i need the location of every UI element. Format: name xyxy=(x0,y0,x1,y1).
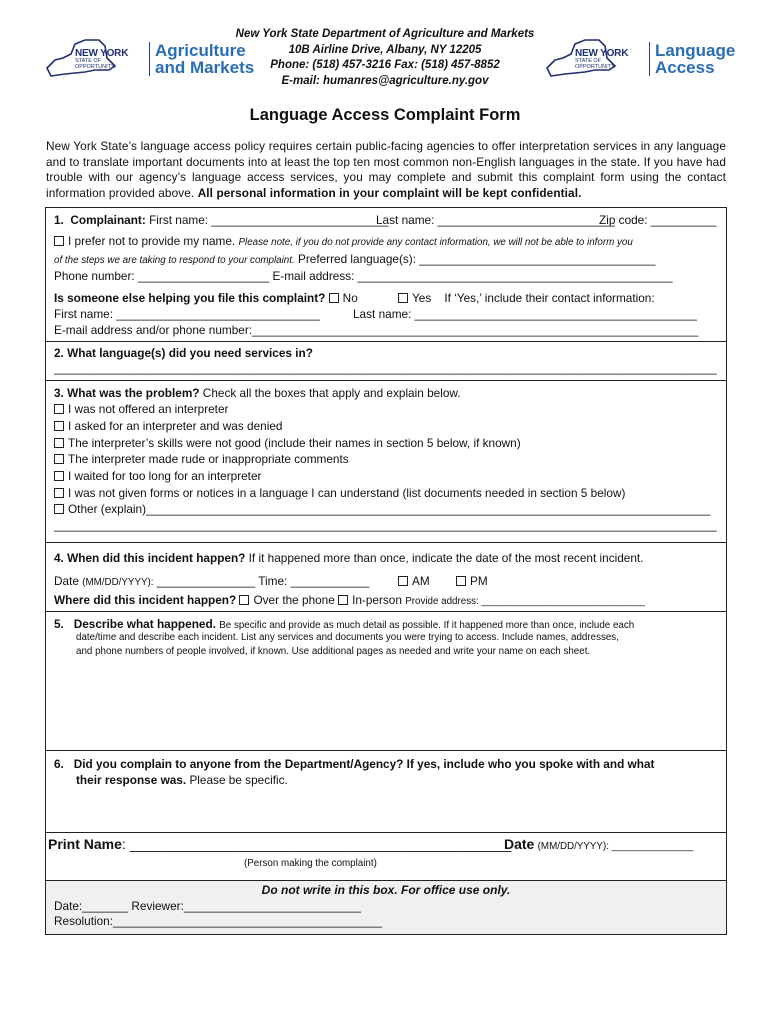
helper-contact-field[interactable]: E-mail address and/or phone number:____________________________________________________________________ xyxy=(54,323,699,337)
checkbox[interactable] xyxy=(54,504,64,514)
first-name-field[interactable]: First name: ___________________________ xyxy=(149,213,389,227)
brand-name: Agriculture and Markets xyxy=(149,42,254,76)
problem-option-other[interactable]: Other (explain)______________________________________________________________________________________ xyxy=(54,502,710,516)
pm-checkbox[interactable] xyxy=(456,576,466,586)
section-1-complainant: 1. Complainant: First name: ___________________________ Last name: ___________________________ Zip code: __________ I prefer not to provide my name. Please note, if you do not provide any contact information, we will not be able to inform you of the steps we are taking to respond to your complaint. Preferred language(s): ____________________________________ Phone number: ____________________ E-mail address: ________________________________________________ Is someone else helping you file this complaint? No Yes If ‘Yes,’ include their contact information: First name: _______________________________ Last name: ___________________________________________ E-mail address and/or phone number:____________________________________________________________________ xyxy=(46,208,726,342)
agency-email: E-mail: humanres@agriculture.ny.gov xyxy=(281,74,489,87)
explain-line[interactable]: _____________________________________________________________________________________________________ xyxy=(54,518,717,532)
problem-option[interactable]: I was not given forms or notices in a language I can understand (list documents needed in section 5 below) xyxy=(54,486,625,500)
intro-paragraph: New York State’s language access policy requires certain public-facing agencies to offer interpretation services in any language and to translate important documents into at least the top ten most common non-English languages in the state. If you have had trouble with our agency’s language access services, you may complete and submit this complaint form using the contact information provided above. All personal information in your complaint will be kept confidential. xyxy=(46,139,726,200)
prefer-not-checkbox[interactable] xyxy=(54,236,64,246)
section-4-when: 4. When did this incident happen? If it happened more than once, indicate the date of the most recent incident. Date (MM/DD/YYYY): _______________ Time: ____________ AM PM Where did this incident happen? Over the phone In-person Provide address: ______________________________ xyxy=(46,543,726,612)
form-title: Language Access Complaint Form xyxy=(249,106,521,124)
ny-wordmark: NEW YORK xyxy=(75,47,129,59)
am-checkbox[interactable] xyxy=(398,576,408,586)
over-phone-checkbox[interactable] xyxy=(239,595,249,605)
signature-section: Print Name: _________________________________________________ Date (MM/DD/YYYY): _______________ (Person making the complaint) xyxy=(46,833,726,881)
helping-yes-checkbox[interactable] xyxy=(398,293,408,303)
problem-option[interactable]: I asked for an interpreter and was denied xyxy=(54,419,282,433)
problem-option[interactable]: The interpreter’s skills were not good (include their names in section 5 below, if known) xyxy=(54,436,521,450)
office-use-box: Do not write in this box. For office use only. Date:_______ Reviewer:___________________________ Resolution:_________________________________________ xyxy=(46,881,726,934)
agency-header xyxy=(200,27,570,89)
in-person-checkbox[interactable] xyxy=(338,595,348,605)
print-name-field[interactable]: : _________________________________________________ xyxy=(121,836,512,852)
agriculture-markets-logo: NEW YORK STATE OF OPPORTUNITY. Agriculture and Markets xyxy=(45,38,254,80)
language-access-logo: NEW YORK STATE OF OPPORTUNITY. Language Access xyxy=(545,38,735,80)
language-needed-field[interactable]: _____________________________________________________________________________________________________ xyxy=(54,361,717,375)
section-2-language: 2. What language(s) did you need services in? _____________________________________________________________________________________________________ xyxy=(46,342,726,381)
address-field[interactable]: Provide address: ______________________________ xyxy=(405,596,645,607)
problem-option[interactable]: I waited for too long for an interpreter xyxy=(54,469,261,483)
checkbox[interactable] xyxy=(54,471,64,481)
checkbox[interactable] xyxy=(54,438,64,448)
phone-email-field[interactable]: Phone number: ____________________ E-mail address: ________________________________________________ xyxy=(54,269,673,283)
checkbox[interactable] xyxy=(54,454,64,464)
helping-no-checkbox[interactable] xyxy=(329,293,339,303)
ny-wordmark: NEW YORK xyxy=(575,47,629,59)
brand-name: Language Access xyxy=(649,42,735,76)
last-name-field[interactable]: Last name: ___________________________ xyxy=(376,213,615,227)
helper-last-name-field[interactable]: Last name: ___________________________________________ xyxy=(353,307,697,321)
agency-phone: Phone: (518) 457-3216 Fax: (518) 457-8852 xyxy=(270,59,500,71)
zip-code-field[interactable]: Zip code: __________ xyxy=(599,213,717,227)
section-3-problem: 3. What was the problem? Check all the boxes that apply and explain below. I was not offered an interpreter I asked for an interpreter and was denied The interpreter’s skills were not good (include their names in section 5 below, if known) The interpreter made rude or inappropriate comments I waited for too long for an interpreter I was not given forms or notices in a language I can understand (list documents needed in section 5 below) Other (explain)______________________________________________________________________________________ _____________________________________________________________________________________________________ xyxy=(46,381,726,543)
problem-option[interactable]: I was not offered an interpreter xyxy=(54,402,228,416)
preferred-language-field[interactable]: Preferred language(s): ____________________________________ xyxy=(297,252,656,266)
problem-option[interactable]: The interpreter made rude or inappropriate comments xyxy=(54,452,349,466)
section-5-describe[interactable]: 5. Describe what happened. Be specific and provide as much detail as possible. If it happened more than once, include each date/time and describe each incident. List any services and documents you were trying to access. Include names, addresses, and phone numbers of people involved, if known. Use additional pages as needed and write your name on each sheet. xyxy=(46,612,726,751)
helper-first-name-field[interactable]: First name: _______________________________ xyxy=(54,307,320,321)
complaint-form xyxy=(45,207,727,935)
signature-date-field[interactable]: (MM/DD/YYYY): _______________ xyxy=(537,841,694,852)
checkbox[interactable] xyxy=(54,488,64,498)
agency-address: 10B Airline Drive, Albany, NY 12205 xyxy=(288,43,482,56)
date-time-field[interactable]: _______________ Time: ____________ xyxy=(156,574,370,588)
agency-name: New York State Department of Agriculture and Markets xyxy=(235,28,535,40)
checkbox[interactable] xyxy=(54,404,64,414)
section-6-complained[interactable]: 6. Did you complain to anyone from the Department/Agency? If yes, include who you spoke with and what their response was. Please be specific. xyxy=(46,751,726,833)
checkbox[interactable] xyxy=(54,421,64,431)
